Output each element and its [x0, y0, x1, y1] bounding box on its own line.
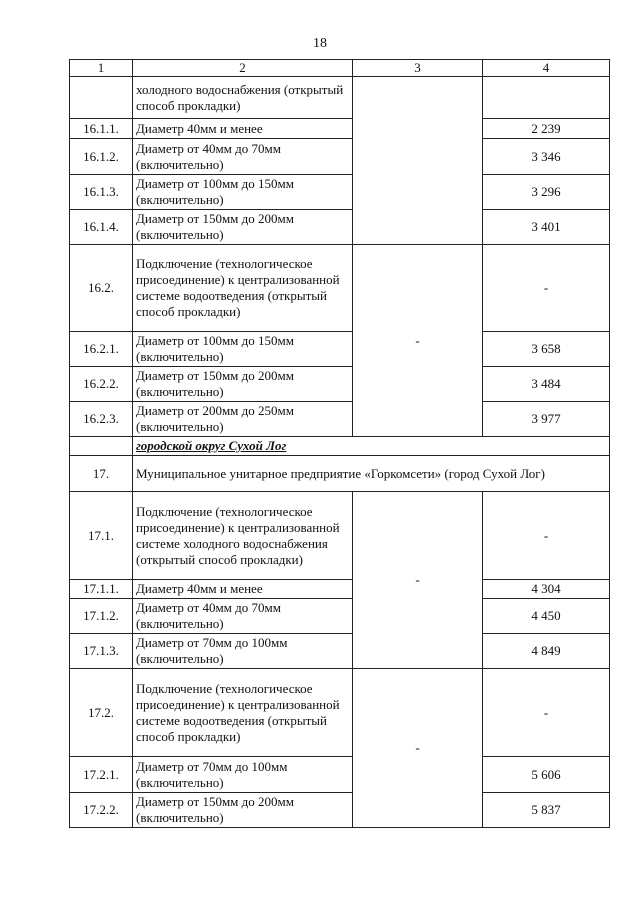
table-row	[70, 599, 610, 634]
row-value	[483, 77, 610, 119]
row-description: Диаметр от 200мм до 250мм (включительно)	[133, 402, 353, 437]
table-row	[70, 119, 610, 139]
row-code: 16.1.3.	[70, 175, 133, 210]
row-description: Диаметр от 150мм до 200мм (включительно)	[133, 793, 353, 828]
table-row	[70, 77, 610, 119]
table-row	[70, 402, 610, 437]
row-value: -	[483, 245, 610, 332]
header-row	[70, 60, 610, 77]
col3-dash: -	[353, 669, 483, 828]
row-description: Подключение (технологическое присоединение) к централизованной системе водоотведения (открытый способ прокладки)	[133, 669, 353, 757]
row-value: 3 346	[483, 139, 610, 175]
row-description: Диаметр 40мм и менее	[133, 119, 353, 139]
row-value: 4 450	[483, 599, 610, 634]
header-cell-4: 4	[483, 60, 610, 77]
row-value: 3 484	[483, 367, 610, 402]
row-description: Диаметр 40мм и менее	[133, 580, 353, 599]
row-description: Диаметр от 40мм до 70мм (включительно)	[133, 599, 353, 634]
empty-cell	[353, 77, 483, 245]
region-row	[70, 437, 610, 456]
header-cell-2: 2	[133, 60, 353, 77]
row-code: 17.1.1.	[70, 580, 133, 599]
col3-dash: -	[353, 245, 483, 437]
row-description: холодного водоснабжения (открытый способ прокладки)	[133, 77, 353, 119]
table-row	[70, 332, 610, 367]
row-code: 17.2.	[70, 669, 133, 757]
row-code: 17.2.1.	[70, 757, 133, 793]
table-row	[70, 793, 610, 828]
row-code: 16.2.1.	[70, 332, 133, 367]
row-code: 17.1.2.	[70, 599, 133, 634]
organization-name	[133, 456, 610, 492]
row-value: 3 401	[483, 210, 610, 245]
row-code: 17.	[70, 456, 133, 492]
row-value: 4 304	[483, 580, 610, 599]
row-value: 4 849	[483, 634, 610, 669]
organization-row	[70, 456, 610, 492]
table-row	[70, 367, 610, 402]
table-row	[70, 580, 610, 599]
row-code	[70, 77, 133, 119]
tariff-table	[69, 59, 610, 828]
row-value: 2 239	[483, 119, 610, 139]
row-value: 5 606	[483, 757, 610, 793]
row-code: 16.1.2.	[70, 139, 133, 175]
header-cell-3: 3	[353, 60, 483, 77]
empty-cell	[70, 437, 133, 456]
row-code: 16.2.3.	[70, 402, 133, 437]
row-description: Диаметр от 100мм до 150мм (включительно)	[133, 175, 353, 210]
region-title-cell	[133, 437, 610, 456]
row-code: 17.1.3.	[70, 634, 133, 669]
row-code: 16.2.	[70, 245, 133, 332]
table-row	[70, 210, 610, 245]
row-value: 3 296	[483, 175, 610, 210]
header-cell-1: 1	[70, 60, 133, 77]
row-description: Подключение (технологическое присоединение) к централизованной системе водоотведения (открытый способ прокладки)	[133, 245, 353, 332]
row-value: 3 658	[483, 332, 610, 367]
table-row	[70, 492, 610, 580]
table-row	[70, 669, 610, 757]
row-value: -	[483, 492, 610, 580]
row-description: Диаметр от 100мм до 150мм (включительно)	[133, 332, 353, 367]
row-code: 16.1.4.	[70, 210, 133, 245]
table-row	[70, 139, 610, 175]
row-value: -	[483, 669, 610, 757]
row-code: 17.1.	[70, 492, 133, 580]
row-code: 17.2.2.	[70, 793, 133, 828]
table-row	[70, 245, 610, 332]
region-title: городской округ Сухой Лог	[136, 438, 287, 453]
row-value: 5 837	[483, 793, 610, 828]
row-value: 3 977	[483, 402, 610, 437]
table-row	[70, 175, 610, 210]
row-description: Диаметр от 70мм до 100мм (включительно)	[133, 634, 353, 669]
row-description: Диаметр от 150мм до 200мм (включительно)	[133, 210, 353, 245]
row-code: 16.2.2.	[70, 367, 133, 402]
row-code: 16.1.1.	[70, 119, 133, 139]
row-description: Диаметр от 70мм до 100мм (включительно)	[133, 757, 353, 793]
col3-dash: -	[353, 492, 483, 669]
row-description: Диаметр от 40мм до 70мм (включительно)	[133, 139, 353, 175]
page-number: 18	[313, 36, 327, 51]
organization-text: Муниципальное унитарное предприятие «Горкомсети» (город Сухой Лог)	[136, 465, 545, 481]
row-description: Диаметр от 150мм до 200мм (включительно)	[133, 367, 353, 402]
table-row	[70, 634, 610, 669]
table-row	[70, 757, 610, 793]
row-description: Подключение (технологическое присоединение) к централизованной системе холодного водоснабжения (открытый способ прокладки)	[133, 492, 353, 580]
